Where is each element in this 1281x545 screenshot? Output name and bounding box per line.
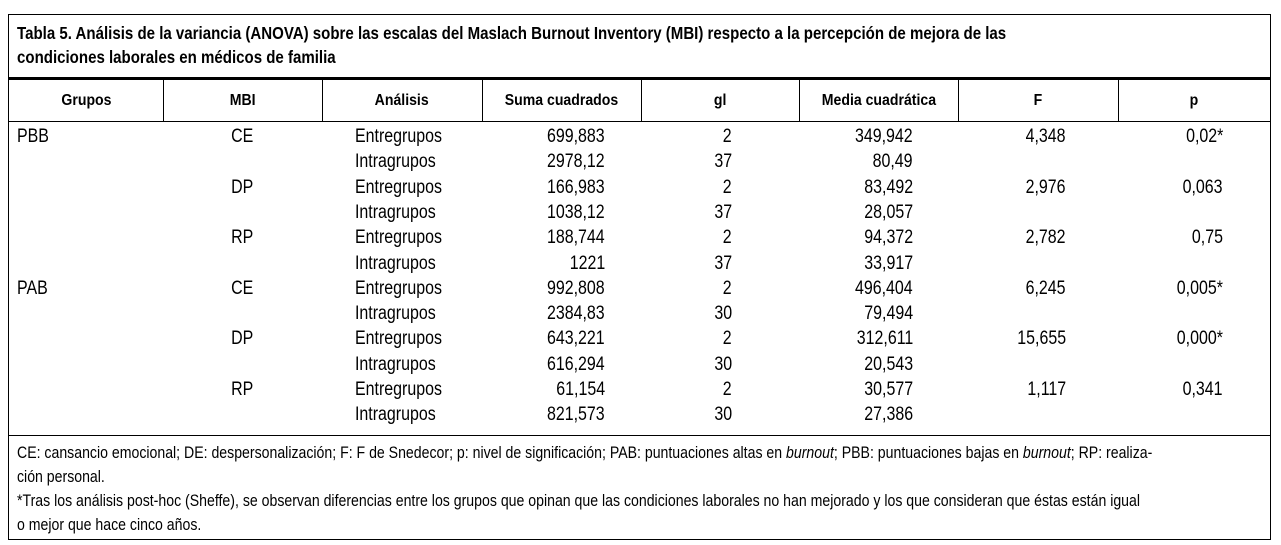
cell-p — [1118, 149, 1223, 174]
cell-media-cuadratica: 349,942 — [855, 126, 913, 147]
cell-suma-cuadrados: 1221 — [569, 252, 605, 274]
cell-grupo — [17, 301, 157, 326]
cell-grupo — [17, 402, 157, 427]
column-header-grupos: Grupos — [60, 92, 112, 109]
table-row — [9, 326, 1270, 351]
cell-analisis: Entregrupos — [355, 379, 442, 400]
cell-p — [1118, 251, 1223, 276]
cell-p: 0,341 — [1183, 379, 1223, 400]
cell-f — [958, 352, 1066, 377]
cell-media-cuadratica: 496,404 — [855, 277, 913, 299]
cell-analisis: Entregrupos — [355, 277, 442, 299]
column-header-p: p — [1189, 92, 1199, 109]
table-bottom-rule — [9, 435, 1270, 436]
column-header-analisis: Análisis — [374, 92, 429, 109]
cell-gl: 37 — [714, 151, 732, 173]
cell-f: 15,655 — [1017, 328, 1066, 350]
table-title-line-1: Tabla 5. Análisis de la variancia (ANOVA) sobre las escalas del Maslach Burnout Inventory (MBI) respecto a la percepción de mejora de las — [17, 23, 1007, 43]
cell-grupo — [17, 175, 157, 200]
column-header-mbi: MBI — [229, 92, 256, 109]
cell-gl: 30 — [714, 404, 732, 426]
cell-analisis: Intragrupos — [355, 252, 436, 274]
cell-mbi — [163, 200, 322, 225]
cell-media-cuadratica: 30,577 — [864, 379, 913, 400]
cell-f — [958, 149, 1066, 174]
cell-mbi: DP — [231, 176, 254, 198]
cell-mbi — [163, 251, 322, 276]
column-header-suma-cuadrados: Suma cuadrados — [504, 92, 619, 109]
cell-p — [1118, 301, 1223, 326]
cell-suma-cuadrados: 2978,12 — [547, 151, 605, 173]
cell-f: 6,245 — [1026, 277, 1066, 299]
cell-mbi — [163, 352, 322, 377]
table-row — [9, 200, 1270, 225]
table-row — [9, 352, 1270, 377]
cell-suma-cuadrados: 821,573 — [547, 404, 605, 426]
cell-analisis: Entregrupos — [355, 328, 442, 350]
cell-media-cuadratica: 94,372 — [864, 227, 913, 249]
table-row — [9, 149, 1270, 174]
cell-gl: 30 — [714, 353, 732, 375]
cell-p: 0,005* — [1176, 277, 1223, 299]
cell-suma-cuadrados: 699,883 — [547, 126, 605, 147]
cell-grupo — [17, 225, 157, 250]
cell-mbi — [163, 402, 322, 427]
table-footnotes — [17, 441, 1257, 537]
cell-media-cuadratica: 27,386 — [864, 404, 913, 426]
cell-gl: 37 — [714, 252, 732, 274]
cell-analisis: Entregrupos — [355, 227, 442, 249]
table-row — [9, 251, 1270, 276]
cell-f: 2,976 — [1026, 176, 1066, 198]
cell-f — [958, 251, 1066, 276]
cell-gl: 2 — [723, 227, 732, 249]
column-header-gl: gl — [713, 92, 727, 109]
cell-gl: 30 — [714, 303, 732, 325]
abbreviations-note: CE: cansancio emocional; DE: despersonalización; F: F de Snedecor; p: nivel de significación; PAB: puntuaciones altas en burnout; PBB: puntuaciones bajas en burnout; RP: realiza- ción personal. — [17, 444, 1153, 486]
cell-mbi: RP — [231, 379, 254, 400]
cell-analisis: Intragrupos — [355, 201, 436, 223]
cell-analisis: Entregrupos — [355, 126, 442, 147]
cell-suma-cuadrados: 643,221 — [547, 328, 605, 350]
cell-media-cuadratica: 83,492 — [864, 176, 913, 198]
cell-gl: 37 — [714, 201, 732, 223]
cell-p — [1118, 402, 1223, 427]
column-header-f: F — [1033, 92, 1043, 109]
table-row — [9, 276, 1270, 301]
cell-f: 1,117 — [1027, 379, 1066, 400]
cell-f — [958, 301, 1066, 326]
cell-media-cuadratica: 33,917 — [864, 252, 913, 274]
column-header-media-cuadratica: Media cuadrática — [821, 92, 936, 109]
cell-p: 0,75 — [1191, 227, 1223, 249]
cell-suma-cuadrados: 1038,12 — [547, 201, 605, 223]
table-5-frame — [8, 14, 1271, 540]
cell-suma-cuadrados: 166,983 — [547, 176, 605, 198]
cell-grupo — [17, 200, 157, 225]
table-title-line-2: condiciones laborales en médicos de familia — [17, 47, 336, 67]
cell-grupo — [17, 352, 157, 377]
cell-mbi: DP — [231, 328, 254, 350]
cell-p — [1118, 352, 1223, 377]
cell-mbi — [163, 301, 322, 326]
table-row — [9, 175, 1270, 200]
cell-gl: 2 — [723, 379, 732, 400]
posthoc-note: *Tras los análisis post-hoc (Sheffe), se observan diferencias entre los grupos que opinan que las condiciones laborales no han mejorado y los que consideran que éstas están igual o mejor que hace cinco años. — [17, 492, 1141, 534]
cell-analisis: Intragrupos — [355, 151, 436, 173]
cell-suma-cuadrados: 616,294 — [547, 353, 605, 375]
cell-gl: 2 — [723, 126, 732, 147]
cell-suma-cuadrados: 188,744 — [547, 227, 605, 249]
cell-suma-cuadrados: 61,154 — [556, 379, 605, 400]
table-row — [9, 377, 1270, 402]
cell-mbi: CE — [231, 126, 254, 147]
cell-grupo — [17, 149, 157, 174]
cell-mbi: RP — [231, 227, 254, 249]
cell-media-cuadratica: 80,49 — [873, 151, 913, 173]
cell-p: 0,000* — [1176, 328, 1223, 350]
table-row — [9, 225, 1270, 250]
cell-media-cuadratica: 28,057 — [864, 201, 913, 223]
cell-grupo — [17, 251, 157, 276]
table-row — [9, 402, 1270, 427]
cell-p — [1118, 200, 1223, 225]
cell-f — [958, 402, 1066, 427]
cell-grupo: PAB — [17, 277, 48, 299]
table-row — [9, 301, 1270, 326]
cell-f: 2,782 — [1026, 227, 1066, 249]
cell-p: 0,02* — [1185, 126, 1223, 147]
cell-suma-cuadrados: 2384,83 — [547, 303, 605, 325]
cell-media-cuadratica: 312,611 — [856, 328, 913, 350]
cell-grupo — [17, 377, 157, 402]
cell-analisis: Intragrupos — [355, 404, 436, 426]
cell-gl: 2 — [723, 277, 732, 299]
cell-mbi: CE — [231, 277, 254, 299]
cell-grupo — [17, 326, 157, 351]
header-bottom-rule — [9, 121, 1270, 122]
table-row — [9, 124, 1270, 149]
cell-gl: 2 — [723, 176, 732, 198]
cell-media-cuadratica: 79,494 — [864, 303, 913, 325]
cell-analisis: Intragrupos — [355, 303, 436, 325]
cell-suma-cuadrados: 992,808 — [547, 277, 605, 299]
cell-media-cuadratica: 20,543 — [864, 353, 913, 375]
table-title — [17, 21, 1083, 69]
cell-analisis: Entregrupos — [355, 176, 442, 198]
cell-mbi — [163, 149, 322, 174]
cell-grupo: PBB — [17, 126, 49, 147]
cell-analisis: Intragrupos — [355, 353, 436, 375]
cell-gl: 2 — [723, 328, 732, 350]
cell-f — [958, 200, 1066, 225]
cell-f: 4,348 — [1026, 126, 1066, 147]
cell-p: 0,063 — [1183, 176, 1223, 198]
